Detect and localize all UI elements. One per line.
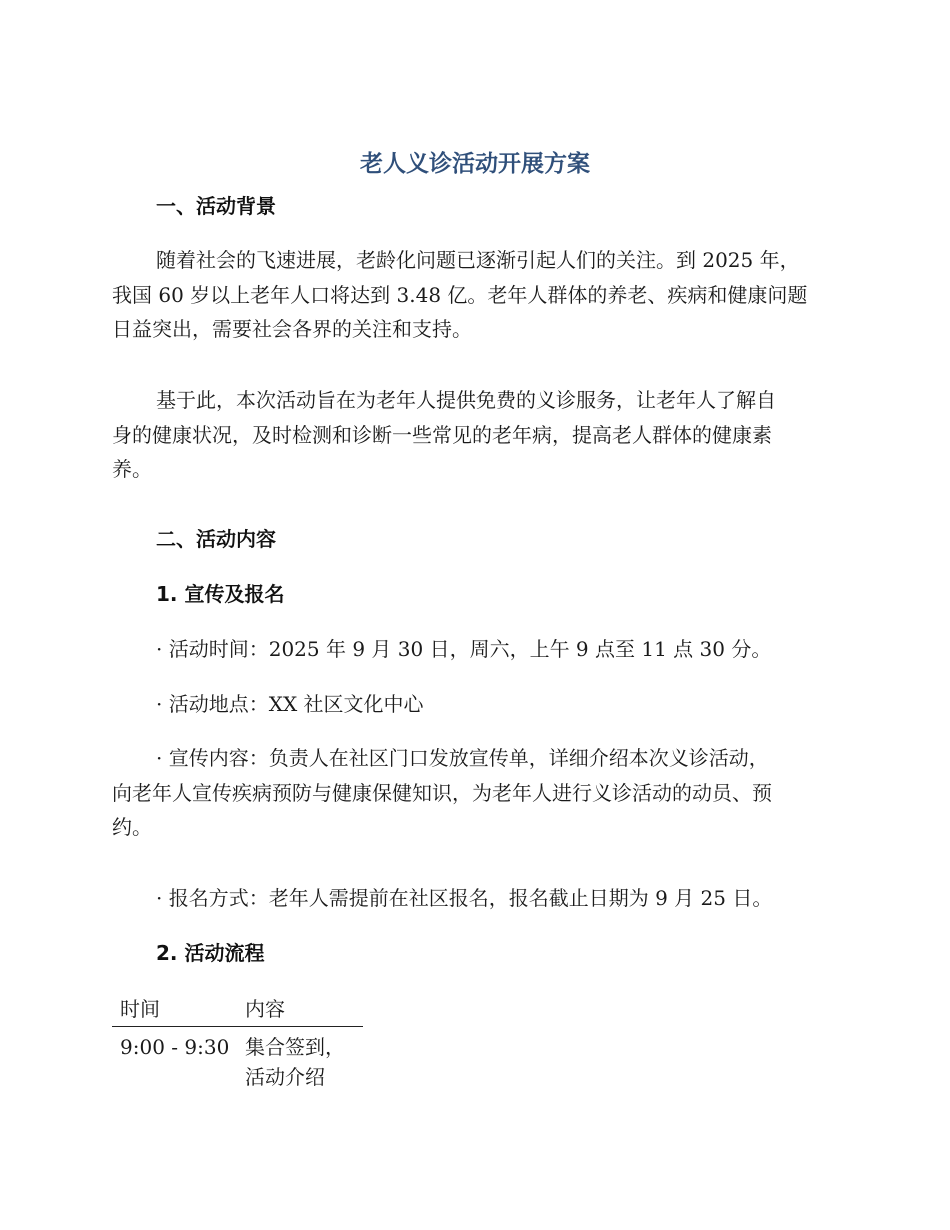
process-table [112,994,363,1097]
paragraph-line: 我国 60 岁以上老年人口将达到 3.48 亿。老年人群体的养老、疾病和健康问题 [112,282,808,307]
table-header-row [112,994,363,1027]
bullet-activity-place: · 活动地点：XX 社区文化中心 [156,692,424,716]
table-header-content: 内容 [245,997,285,1021]
paragraph-line: 基于此，本次活动旨在为老年人提供免费的义诊服务，让老年人了解自 [156,388,776,412]
bullet-activity-time: · 活动时间：2025 年 9 月 30 日，周六，上午 9 点至 11 点 30 分。 [156,637,772,661]
section-heading-background: 一、活动背景 [156,194,276,218]
paragraph-line: 日益突出，需要社会各界的关注和支持。 [112,317,472,341]
paragraph-publicity [112,741,842,845]
paragraph-line: 向老年人宣传疾病预防与健康保健知识，为老年人进行义诊活动的动员、预 [112,780,772,805]
table-cell-content-line: 活动介绍 [245,1065,325,1089]
table-cell-content-line: 集合签到， [245,1035,345,1059]
table-row [112,1027,363,1097]
paragraph-background-2 [112,383,842,487]
document-title: 老人义诊活动开展方案 [360,151,590,177]
subsection-heading-publicity: 1. 宣传及报名 [156,582,285,606]
paragraph-line: 随着社会的飞速进展，老龄化问题已逐渐引起人们的关注。到 2025 年， [156,248,800,272]
paragraph-line: 身的健康状况，及时检测和诊断一些常见的老年病，提高老人群体的健康素 [112,422,772,447]
subsection-heading-process: 2. 活动流程 [156,941,265,965]
table-cell-time: 9:00 - 9:30 [120,1035,230,1059]
section-heading-content: 二、活动内容 [156,527,276,551]
paragraph-line: 养。 [112,457,152,481]
table-header-time: 时间 [120,997,160,1021]
paragraph-line: · 宣传内容：负责人在社区门口发放宣传单，详细介绍本次义诊活动， [156,746,769,770]
paragraph-background-1 [112,243,842,347]
bullet-signup-method: · 报名方式：老年人需提前在社区报名，报名截止日期为 9 月 25 日。 [156,886,773,910]
paragraph-line: 约。 [112,815,152,839]
